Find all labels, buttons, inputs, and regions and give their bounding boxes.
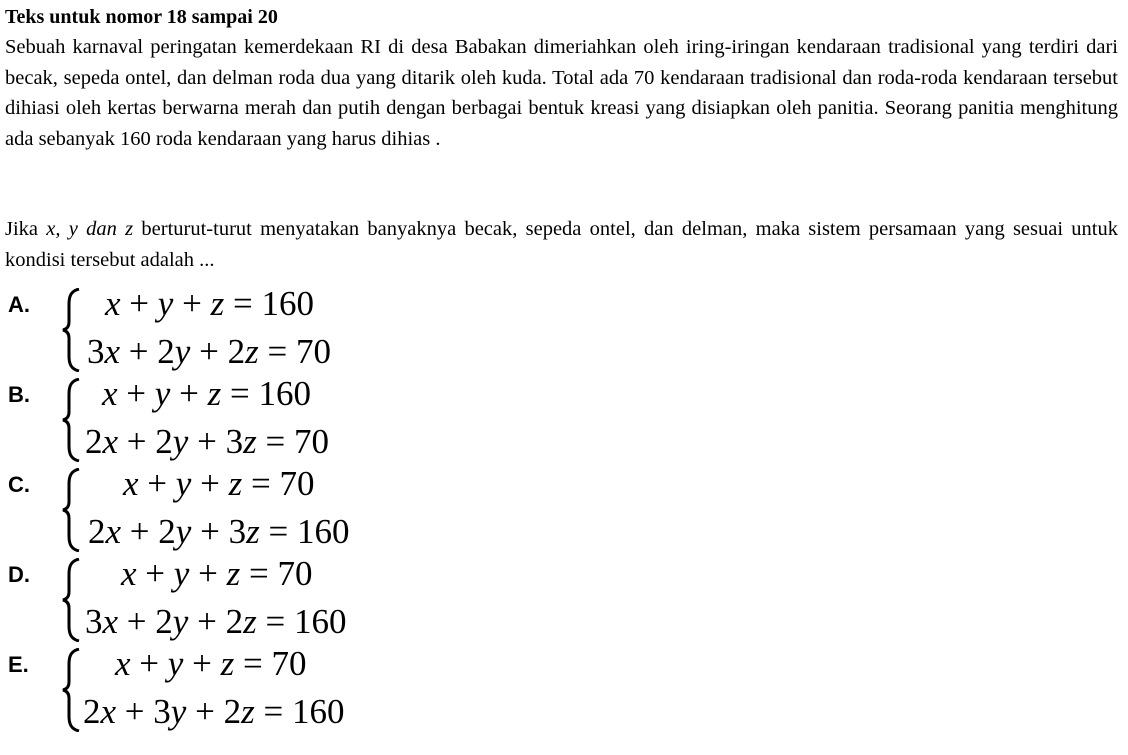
equation-1: x + y + z = 70 — [123, 464, 315, 503]
equation-2: 3x + 2y + 2z = 70 — [87, 332, 331, 371]
option-c[interactable] — [5, 464, 425, 556]
equation-1: x + y + z = 70 — [115, 644, 307, 683]
option-label: B. — [8, 382, 30, 407]
question-prefix: Jika — [5, 218, 47, 240]
option-b[interactable] — [5, 374, 425, 466]
option-label: E. — [8, 652, 29, 677]
option-d[interactable] — [5, 554, 425, 646]
equation-2: 3x + 2y + 2z = 160 — [85, 602, 347, 641]
option-label: C. — [8, 472, 30, 497]
equation-2: 2x + 2y + 3z = 70 — [85, 422, 329, 461]
equation-1: x + y + z = 160 — [105, 284, 314, 323]
left-brace-icon — [61, 468, 83, 552]
option-label: D. — [8, 562, 30, 587]
left-brace-icon — [61, 378, 83, 462]
story-paragraph: Sebuah karnaval peringatan kemerdekaan RI di desa Babakan dimeriahkan oleh iring-iringan kendaraan tradisional yang terdiri dari becak, sepeda ontel, dan delman roda dua yang ditarik oleh kuda. Total ada 70 kendaraan tradisional dan roda-roda kendaraan tersebut dihiasi oleh kertas berwarna merah dan putih dengan berbagai bentuk kreasi yang disiapkan oleh panitia. Seorang panitia menghitung ada sebanyak 160 roda kendaraan yang harus dihias . — [5, 36, 1118, 150]
equation-1: x + y + z = 160 — [102, 374, 311, 413]
left-brace-icon — [61, 558, 83, 642]
left-brace-icon — [61, 288, 83, 372]
option-label: A. — [8, 292, 30, 317]
question-variables: x, y dan z — [46, 218, 134, 240]
equation-1: x + y + z = 70 — [121, 554, 313, 593]
question-suffix: berturut-turut menyatakan banyaknya becak, sepeda ontel, dan delman, maka sistem persamaan yang sesuai untuk kondisi tersebut adalah ... — [5, 218, 1119, 271]
left-brace-icon — [61, 648, 83, 732]
equation-2: 2x + 2y + 3z = 160 — [88, 512, 350, 551]
option-a[interactable] — [5, 284, 425, 376]
option-e[interactable] — [5, 644, 425, 736]
section-heading: Teks untuk nomor 18 sampai 20 — [5, 6, 278, 28]
equation-2: 2x + 3y + 2z = 160 — [83, 692, 345, 731]
question-paragraph — [5, 214, 1118, 275]
